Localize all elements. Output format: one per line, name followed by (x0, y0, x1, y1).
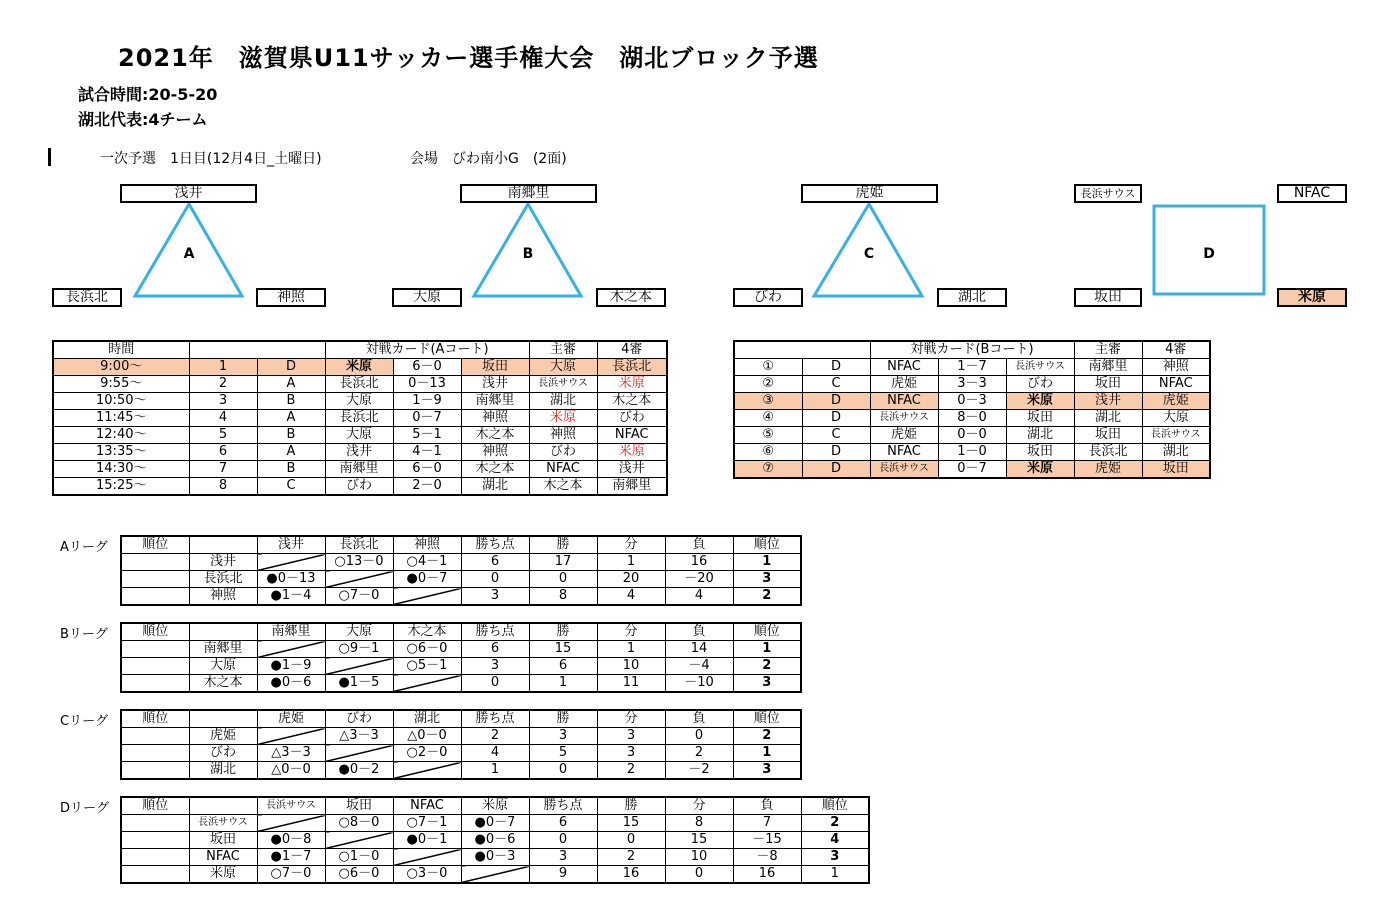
page-title: 2021年 滋賀県U11サッカー選手権大会 湖北ブロック予選 (118, 44, 819, 72)
match-row: ① D NFAC 1－7 長浜サウス 南郷里 神照 (734, 359, 1210, 376)
group-d-tr-team: NFAC (1277, 184, 1347, 203)
group-d-bl-team: 坂田 (1074, 288, 1142, 307)
col-fourth: 4審 (597, 341, 667, 359)
league-b-table: 順位 南郷里 大原 木之本 勝ち点 勝 分 負 順位 南郷里 ○9－1 ○6－0 6 15 1 14 1 大原 ●1－9 ○5－1 3 6 10 －4 2 木之本 ●0－6 ●1－5 0 1 11 －10 3 (120, 622, 802, 693)
table-row: 坂田 ●0－8 ●0－1 ●0－6 0 0 15 －15 4 (121, 832, 869, 849)
match-time: 試合時間:20-5-20 (78, 85, 218, 104)
court-b-header (734, 341, 1210, 359)
league-a-table: 順位 浅井 長浜北 神照 勝ち点 勝 分 負 順位 浅井 ○13－0 ○4－1 6 17 1 16 1 長浜北 ●0－13 ●0－7 0 0 20 －20 3 神照 ●1－4 ○7－0 3 8 4 4 2 (120, 535, 802, 606)
table-row: 神照 ●1－4 ○7－0 3 8 4 4 2 (121, 588, 801, 606)
col-match-card-a: 対戦カード(Aコート) (325, 341, 529, 359)
match-row: ② C 虎姫 3－3 びわ 坂田 NFAC (734, 376, 1210, 393)
group-d-br-team: 米原 (1277, 288, 1347, 307)
col-match-card-b: 対戦カード(Bコート) (870, 341, 1074, 359)
representatives: 湖北代表:4チーム (78, 110, 208, 129)
section-marker (48, 148, 51, 166)
col-referee: 主審 (1074, 341, 1142, 359)
group-a-right-team: 神照 (256, 288, 326, 307)
col-time: 時間 (53, 341, 189, 359)
group-a-top-team: 浅井 (120, 184, 257, 203)
match-row: 9:00～ 1 D 米原 6－0 坂田 大原 長浜北 (53, 359, 667, 376)
col-fourth: 4審 (1142, 341, 1210, 359)
table-row: 南郷里 ○9－1 ○6－0 6 15 1 14 1 (121, 641, 801, 658)
table-row: 湖北 △0－0 ●0－2 1 0 2 －2 3 (121, 762, 801, 780)
group-c-left-team: びわ (733, 288, 803, 307)
group-c-label: C (863, 246, 875, 262)
league-d-label: Dリーグ (60, 801, 110, 816)
match-row: 12:40～ 5 B 大原 5－1 木之本 神照 NFAC (53, 427, 667, 444)
match-row: 13:35～ 6 A 浅井 4－1 神照 びわ 米原 (53, 444, 667, 461)
group-a-left-team: 長浜北 (52, 288, 122, 307)
table-row: 大原 ●1－9 ○5－1 3 6 10 －4 2 (121, 658, 801, 675)
league-c-table: 順位 虎姫 びわ 湖北 勝ち点 勝 分 負 順位 虎姫 △3－3 △0－0 2 3 3 0 2 びわ △3－3 ○2－0 4 5 3 2 1 湖北 △0－0 ●0－2 1 0 2 －2 3 (120, 709, 802, 780)
group-b-left-team: 大原 (392, 288, 462, 307)
table-row: NFAC ●1－7 ○1－0 ●0－3 3 2 10 －8 3 (121, 849, 869, 866)
col-referee: 主審 (529, 341, 597, 359)
match-row: 9:55～ 2 A 長浜北 0－13 浅井 長浜サウス 米原 (53, 376, 667, 393)
match-row: ⑤ C 虎姫 0－0 湖北 坂田 長浜サウス (734, 427, 1210, 444)
match-row: ⑥ D NFAC 1－0 坂田 長浜北 湖北 (734, 444, 1210, 461)
court-a-schedule (52, 340, 668, 496)
court-b-schedule (733, 340, 1211, 479)
court-a-header (53, 341, 667, 359)
table-row: 米原 ○7－0 ○6－0 ○3－0 9 16 0 16 1 (121, 866, 869, 884)
league-a-label: Aリーグ (60, 540, 108, 555)
table-row: 長浜サウス ○8－0 ○7－1 ●0－7 6 15 8 7 2 (121, 815, 869, 832)
match-row: ③ D NFAC 0－3 米原 浅井 虎姫 (734, 393, 1210, 410)
group-d-tl-team: 長浜サウス (1074, 184, 1142, 203)
match-row: 11:45～ 4 A 長浜北 0－7 神照 米原 びわ (53, 410, 667, 427)
group-d-label: D (1203, 246, 1215, 262)
match-row: ④ D 長浜サウス 8－0 坂田 湖北 大原 (734, 410, 1210, 427)
table-row: 虎姫 △3－3 △0－0 2 3 3 0 2 (121, 728, 801, 745)
match-row: 14:30～ 7 B 南郷里 6－0 木之本 NFAC 浅井 (53, 461, 667, 478)
group-b-top-team: 南郷里 (460, 184, 597, 203)
venue-info: 会場 びわ南小G (2面) (410, 151, 567, 167)
match-row: 10:50～ 3 B 大原 1－9 南郷里 湖北 木之本 (53, 393, 667, 410)
group-b-label: B (522, 246, 534, 262)
table-row: 木之本 ●0－6 ●1－5 0 1 11 －10 3 (121, 675, 801, 693)
table-row: びわ △3－3 ○2－0 4 5 3 2 1 (121, 745, 801, 762)
group-c-top-team: 虎姫 (801, 184, 938, 203)
league-c-label: Cリーグ (60, 714, 109, 729)
table-row: 長浜北 ●0－13 ●0－7 0 0 20 －20 3 (121, 571, 801, 588)
group-c-right-team: 湖北 (937, 288, 1007, 307)
table-row: 浅井 ○13－0 ○4－1 6 17 1 16 1 (121, 554, 801, 571)
league-b-label: Bリーグ (60, 627, 108, 642)
match-row: ⑦ D 長浜サウス 0－7 米原 虎姫 坂田 (734, 461, 1210, 479)
group-a-label: A (183, 246, 195, 262)
group-b-right-team: 木之本 (596, 288, 666, 307)
match-row: 15:25～ 8 C びわ 2－0 湖北 木之本 南郷里 (53, 478, 667, 496)
round-info: 一次予選 1日目(12月4日_土曜日) (100, 151, 322, 167)
league-d-table: 順位 長浜サウス 坂田 NFAC 米原 勝ち点 勝 分 負 順位 長浜サウス ○8－0 ○7－1 ●0－7 6 15 8 7 2 坂田 ●0－8 ●0－1 ●0－6 0 0 15 －15 4 NFAC ●1－7 ○1－0 ●0－3 3 2 10 －8 3 米原 ○7－0 ○6－0 ○3－0 9 16 0 16 1 (120, 796, 870, 884)
